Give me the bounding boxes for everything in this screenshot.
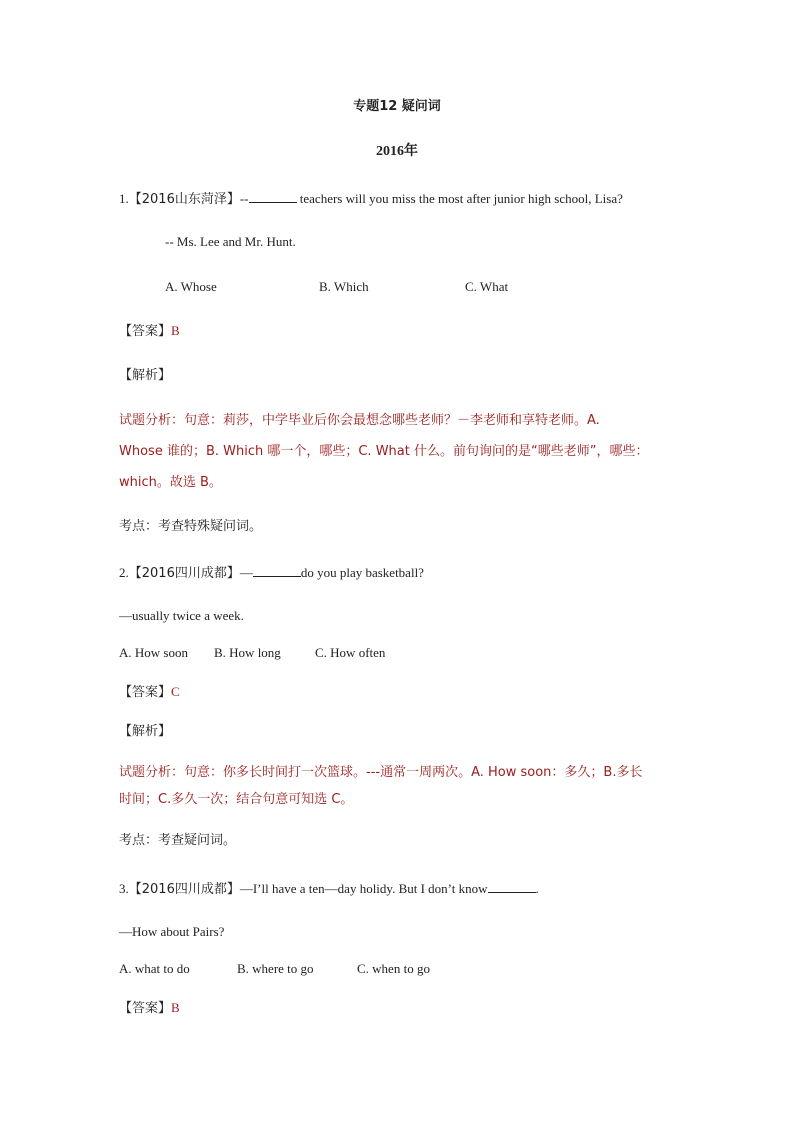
answer-value: B — [171, 323, 180, 338]
option-b: B. Which — [319, 279, 369, 294]
option-a: A. How soon — [119, 645, 188, 660]
question-number: 1. — [119, 191, 129, 206]
year-heading: 2016年 — [376, 144, 418, 159]
analysis-label: 【解析】 — [119, 368, 172, 383]
stem-text: do you play basketball? — [300, 565, 424, 580]
answer-blank — [253, 564, 301, 577]
answer-blank — [488, 880, 536, 893]
question-3-stem — [119, 880, 539, 898]
option-c: C. What — [465, 279, 509, 294]
analysis-label: 【解析】 — [119, 724, 172, 739]
question-2-stem — [119, 564, 424, 582]
answer-value: B — [171, 1000, 180, 1015]
answer-label: 【答案】 — [119, 324, 172, 339]
option-a: A. Whose — [165, 279, 217, 294]
question-number: 2. — [119, 565, 129, 580]
question-3-answer — [119, 1000, 180, 1017]
stem-text: teachers will you miss the most after junior high school, Lisa? — [296, 191, 623, 206]
question-source: 【2016山东菏泽】 — [128, 192, 240, 207]
question-source: 【2016四川成都】 — [128, 566, 240, 581]
question-2-reply: —usually twice a week. — [119, 608, 244, 623]
answer-label: 【答案】 — [119, 1001, 172, 1016]
analysis-line: which。故选 B。 — [119, 475, 222, 490]
question-1-reply: -- Ms. Lee and Mr. Hunt. — [165, 234, 296, 249]
answer-value: C — [171, 684, 180, 699]
answer-blank — [249, 190, 297, 203]
page-title: 专题12 疑问词 — [353, 99, 441, 114]
stem-lead: -- — [239, 191, 249, 206]
option-b: B. How long — [214, 645, 281, 660]
stem-text: —I’ll have a ten—day holidy. But I don’t know — [239, 881, 488, 896]
answer-label: 【答案】 — [119, 685, 172, 700]
knowledge-point: 考点：考查疑问词。 — [119, 833, 237, 848]
option-b: B. where to go — [237, 961, 314, 976]
analysis-line: Whose 谁的；B. Which 哪一个，哪些；C. What 什么。前句询问的是“哪些老师”，哪些： — [119, 444, 649, 459]
stem-lead: — — [239, 565, 253, 580]
analysis-line: 试题分析：句意：莉莎，中学毕业后你会最想念哪些老师？－李老师和享特老师。A. — [119, 413, 600, 428]
question-3-reply: —How about Pairs? — [119, 924, 225, 939]
analysis-line: 试题分析：句意：你多长时间打一次篮球。---通常一周两次。A. How soon：多久；B.多长 — [119, 765, 643, 780]
question-1-answer — [119, 323, 180, 340]
analysis-line: 时间；C.多久一次；结合句意可知选 C。 — [119, 792, 354, 807]
option-c: C. when to go — [357, 961, 430, 976]
question-2-answer — [119, 684, 180, 701]
knowledge-point: 考点：考查特殊疑问词。 — [119, 519, 263, 534]
question-number: 3. — [119, 881, 129, 896]
option-c: C. How often — [315, 645, 386, 660]
question-1-stem — [119, 190, 623, 208]
question-source: 【2016四川成都】 — [128, 882, 240, 897]
option-a: A. what to do — [119, 961, 190, 976]
stem-end: . — [535, 881, 539, 896]
